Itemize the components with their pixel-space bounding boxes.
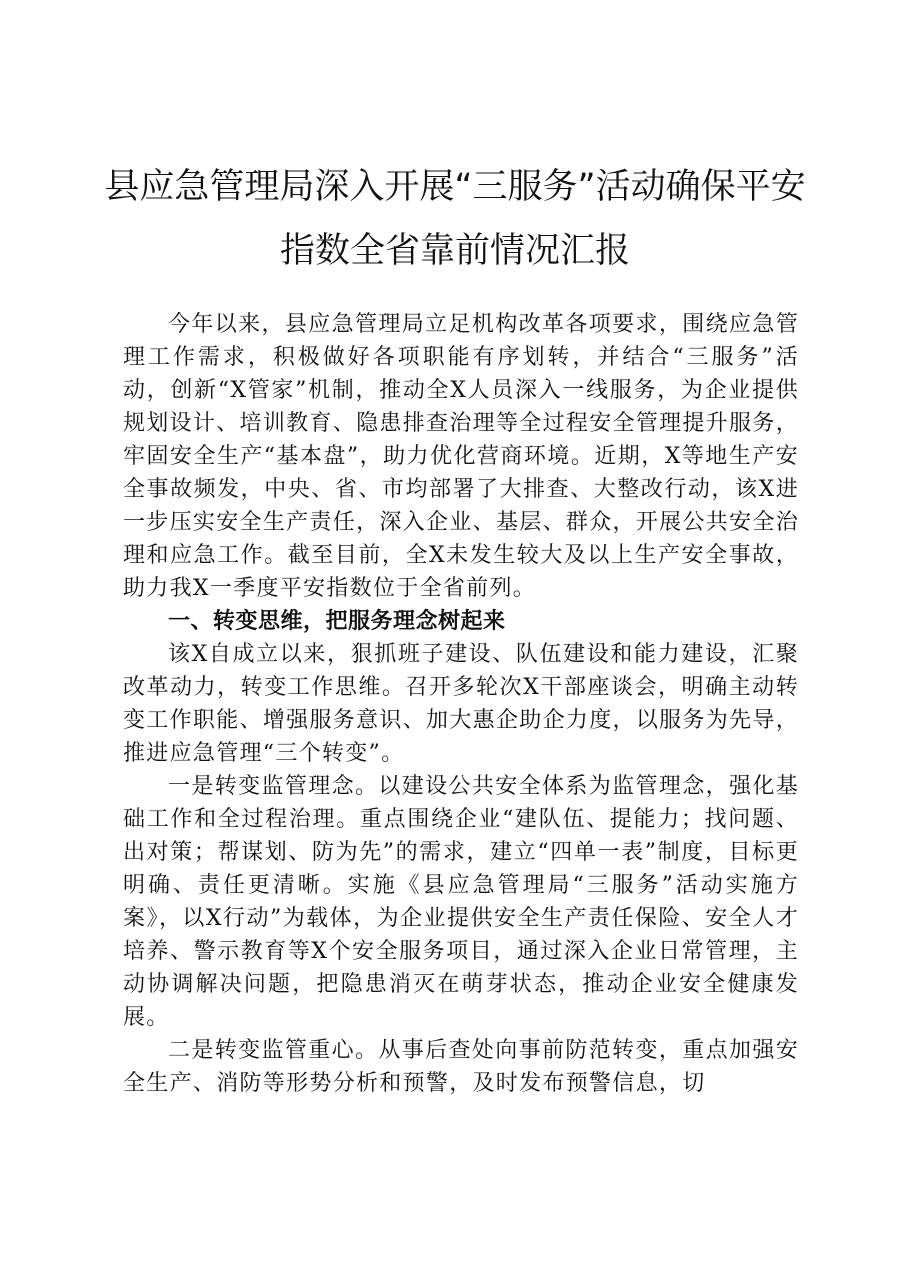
section1-paragraph-3: 二是转变监管重心。从事后查处向事前防范转变，重点加强安全生产、消防等形势分析和预警，及时发布预警信息，切 [123,1038,799,1096]
document-title: 县应急管理局深入开展“三服务”活动确保平安指数全省靠前情况汇报 [104,167,806,271]
section1-paragraph-2: 一是转变监管理念。以建设公共安全体系为监管理念，强化基础工作和全过程治理。重点围绕企业“建队伍、提能力；找问题、出对策；帮谋划、防为先”的需求，建立“四单一表”制度，目标更明确、责任更清晰。实施《县应急管理局“三服务”活动实施方案》，以X行动”为载体，为企业提供安全生产责任保险、安全人才培养、警示教育等X个安全服务项目，通过深入企业日常管理，主动协调解决问题，把隐患消灭在萌芽状态，推动企业安全健康发展。 [123,774,799,1030]
document-body [123,308,799,1100]
intro-paragraph: 今年以来，县应急管理局立足机构改革各项要求，围绕应急管理工作需求，积极做好各项职能有序划转，并结合“三服务”活动，创新“X管家”机制，推动全X人员深入一线服务，为企业提供规划设计、培训教育、隐患排查治理等全过程安全管理提升服务，牢固安全生产“基本盘”，助力优化营商环境。近期，X等地生产安全事故频发，中央、省、市均部署了大排查、大整改行动，该X进一步压实安全生产责任，深入企业、基层、群众，开展公共安全治理和应急工作。截至目前，全X未发生较大及以上生产安全事故，助力我X一季度平安指数位于全省前列。 [123,312,799,601]
section1-paragraph-1: 该X自成立以来，狠抓班子建设、队伍建设和能力建设，汇聚改革动力，转变工作思维。召开多轮次X干部座谈会，明确主动转变工作职能、增强服务意识、加大惠企助企力度，以服务为先导，推进应急管理“三个转变”。 [123,642,799,766]
section-heading-1: 一、转变思维，把服务理念树起来 [168,609,506,634]
